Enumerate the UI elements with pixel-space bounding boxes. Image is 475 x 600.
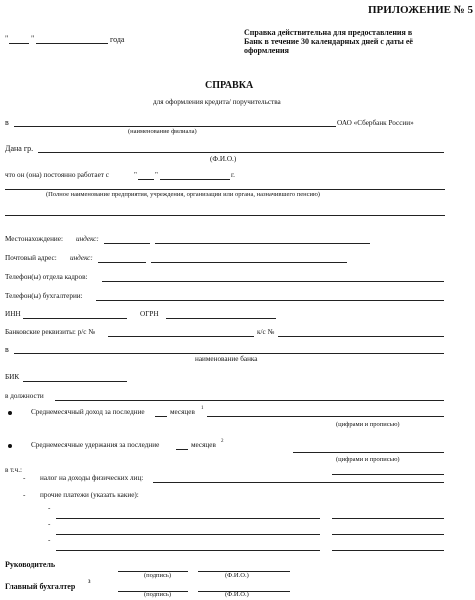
other-row-line-3 <box>56 550 320 551</box>
income-months: месяцев <box>170 408 195 416</box>
income-hint: (цифрами и прописью) <box>336 421 400 428</box>
bank-name-line <box>14 353 444 354</box>
other-dash: - <box>23 491 26 499</box>
other-row-dash-3: - <box>48 536 51 544</box>
employment-quote1: " <box>134 171 137 179</box>
location-index: индекс: <box>76 235 99 243</box>
position-label: в должности <box>5 392 44 400</box>
date-quote-open: " <box>5 34 9 43</box>
validity-note-line1: Справка действительна для предоставления в <box>244 28 413 37</box>
issued-to-hint: (Ф.И.О.) <box>210 155 237 163</box>
income-text: Среднемесячный доход за последние <box>31 408 145 416</box>
accountant-fio-hint: (Ф.И.О.) <box>225 591 249 598</box>
document-subtitle: для оформления кредита/ поручительства <box>153 98 281 106</box>
income-footnote: 1 <box>201 406 204 411</box>
validity-note-line2: Банк в течение 30 календарных дней с даты её <box>244 37 413 46</box>
accountant-label: Главный бухгалтер <box>5 582 76 591</box>
including-label: в т.ч.: <box>5 466 22 474</box>
bik-label: БИК <box>5 373 20 381</box>
head-label: Руководитель <box>5 560 56 569</box>
bank-name-prefix: в <box>5 345 9 354</box>
accountant-sign-hint: (подпись) <box>144 591 171 598</box>
employment-quote2: " <box>155 171 158 179</box>
deductions-amount-line <box>293 452 444 453</box>
branch-line <box>14 126 336 127</box>
ogrn-line <box>166 318 276 319</box>
employer-line <box>5 189 445 190</box>
acc-phone-line <box>96 300 444 301</box>
deductions-text: Среднемесячные удержания за последние <box>31 441 160 449</box>
bik-line <box>23 381 127 382</box>
ogrn-label: ОГРН <box>140 310 159 318</box>
acc-phone-label: Телефон(ы) бухгалтерии: <box>5 292 83 300</box>
other-row-amount-3 <box>332 550 444 551</box>
validity-note-line3: оформления <box>244 46 289 55</box>
employment-year-suffix: г. <box>231 171 235 179</box>
employment-text: что он (она) постоянно работает с <box>5 171 109 179</box>
income-months-line <box>155 416 167 417</box>
other-row-amount-2 <box>332 534 444 535</box>
branch-hint: (наименование филиала) <box>128 128 197 135</box>
account-line <box>108 336 254 337</box>
tax-dash: - <box>23 474 26 482</box>
deductions-months: месяцев <box>191 441 216 449</box>
ks-line <box>278 336 444 337</box>
date-day-line <box>9 43 29 44</box>
employer-hint: (Полное наименование предприятия, учреждения, организации или органа, назначившего пенсию) <box>46 191 320 198</box>
deductions-hint: (цифрами и прописью) <box>336 456 400 463</box>
accountant-footnote: 3 <box>88 580 91 585</box>
income-bullet <box>8 411 12 415</box>
tax-label: налог на доходы физических лиц: <box>40 474 144 482</box>
inn-line <box>23 318 127 319</box>
postal-label: Почтовый адрес: <box>5 254 57 262</box>
issued-to-line <box>38 152 444 153</box>
date-month-line <box>36 43 108 44</box>
hr-phone-line <box>102 281 444 282</box>
employer-line-2 <box>5 215 445 216</box>
bank-prefix: в <box>5 118 9 127</box>
position-line <box>55 400 444 401</box>
deductions-bullet <box>8 444 12 448</box>
head-sign-hint: (подпись) <box>144 572 171 579</box>
employment-day-line <box>138 179 154 180</box>
head-fio-hint: (Ф.И.О.) <box>225 572 249 579</box>
document-title: СПРАВКА <box>205 80 254 91</box>
location-index-line <box>104 243 150 244</box>
date-year-suffix: года <box>110 35 125 44</box>
deductions-months-line <box>176 449 188 450</box>
issued-to-label: Дана гр. <box>5 144 34 153</box>
other-row-line-2 <box>56 534 320 535</box>
other-row-dash-2: - <box>48 520 51 528</box>
inn-label: ИНН <box>5 310 21 318</box>
requisites-label: Банковские реквизиты: р/с № <box>5 328 96 336</box>
appendix-label: ПРИЛОЖЕНИЕ № 5 <box>368 4 474 16</box>
employment-month-line <box>160 179 230 180</box>
other-row-dash-1: - <box>48 504 51 512</box>
income-amount-line <box>207 416 444 417</box>
ks-label: к/с № <box>257 328 275 336</box>
date-quote-close: " <box>31 34 35 43</box>
deductions-footnote: 2 <box>221 439 224 444</box>
bank-name-hint: наименование банка <box>195 355 258 363</box>
postal-index: индекс: <box>70 254 93 262</box>
tax-line <box>153 482 444 483</box>
other-row-line-1 <box>56 518 320 519</box>
location-address-line <box>155 243 370 244</box>
location-label: Местонахождение: <box>5 235 63 243</box>
other-row-amount-1 <box>332 518 444 519</box>
hr-phone-label: Телефон(ы) отдела кадров: <box>5 273 88 281</box>
postal-index-line <box>98 262 146 263</box>
postal-address-line <box>151 262 347 263</box>
bank-suffix: ОАО «Сбербанк России» <box>337 119 414 127</box>
other-label: прочие платежи (указать какие): <box>40 491 139 499</box>
incl-amount-line <box>332 474 444 475</box>
